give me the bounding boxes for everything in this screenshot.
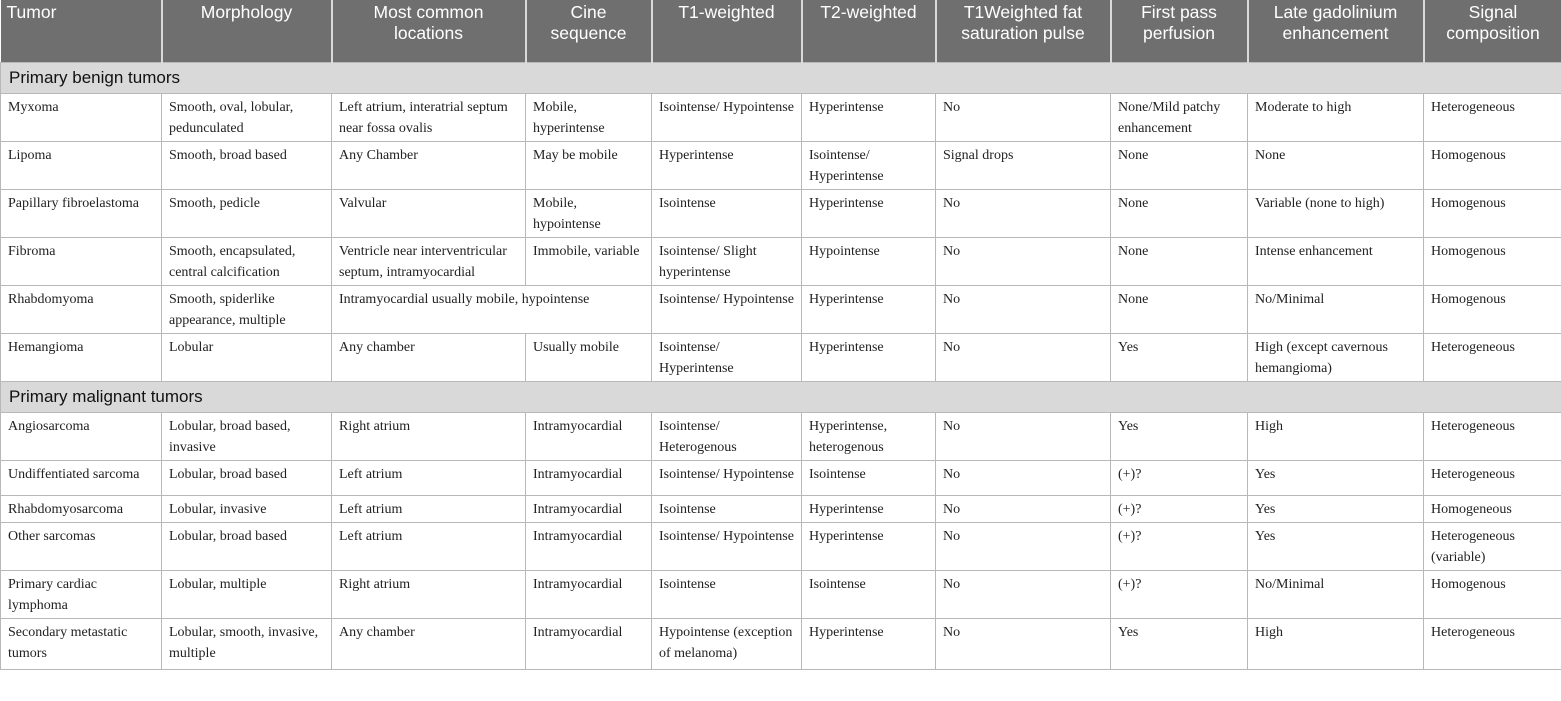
- cell-signal: Heterogeneous: [1424, 93, 1561, 141]
- cell-t1: Isointense/ Heterogenous: [652, 412, 802, 460]
- table-row: [1, 618, 1561, 669]
- cell-fatsat: No: [936, 333, 1111, 381]
- cell-tumor: Myxoma: [1, 93, 162, 141]
- section-row: [1, 62, 1561, 93]
- cell-signal: Homogenous: [1424, 189, 1561, 237]
- cell-t1: Hypointense (exception of melanoma): [652, 618, 802, 669]
- cell-tumor: Undiffentiated sarcoma: [1, 460, 162, 495]
- cell-perfusion: (+)?: [1111, 570, 1248, 618]
- cell-fatsat: No: [936, 412, 1111, 460]
- cell-t2: Isointense/ Hyperintense: [802, 141, 936, 189]
- cell-t2: Hyperintense: [802, 189, 936, 237]
- cell-fatsat: No: [936, 460, 1111, 495]
- cell-lge: Yes: [1248, 495, 1424, 522]
- cell-t2: Hyperintense: [802, 333, 936, 381]
- cell-t1: Isointense/ Slight hyperintense: [652, 237, 802, 285]
- cell-perfusion: Yes: [1111, 618, 1248, 669]
- cell-tumor: Secondary metastatic tumors: [1, 618, 162, 669]
- cell-perfusion: (+)?: [1111, 495, 1248, 522]
- cell-cine: Intramyocardial: [526, 618, 652, 669]
- cell-t2: Isointense: [802, 460, 936, 495]
- cell-morphology: Smooth, oval, lobular, pedunculated: [162, 93, 332, 141]
- cell-lge: No/Minimal: [1248, 570, 1424, 618]
- cell-t1: Isointense/ Hypointense: [652, 93, 802, 141]
- cell-fatsat: Signal drops: [936, 141, 1111, 189]
- cell-morphology: Lobular, broad based: [162, 460, 332, 495]
- cell-locations: Left atrium: [332, 495, 526, 522]
- cell-cine: Intramyocardial: [526, 570, 652, 618]
- cell-t2: Hyperintense: [802, 285, 936, 333]
- header-locations: Most common locations: [332, 0, 526, 62]
- cell-lge: High: [1248, 618, 1424, 669]
- header-row: [1, 0, 1561, 62]
- cell-signal: Homogenous: [1424, 285, 1561, 333]
- cell-lge: No/Minimal: [1248, 285, 1424, 333]
- cell-tumor: Primary cardiac lymphoma: [1, 570, 162, 618]
- cell-tumor: Lipoma: [1, 141, 162, 189]
- cell-tumor: Angiosarcoma: [1, 412, 162, 460]
- cell-perfusion: Yes: [1111, 412, 1248, 460]
- cell-fatsat: No: [936, 570, 1111, 618]
- cell-t1: Isointense/ Hyperintense: [652, 333, 802, 381]
- table-row: [1, 93, 1561, 141]
- cell-morphology: Smooth, pedicle: [162, 189, 332, 237]
- cell-t1: Isointense/ Hypointense: [652, 285, 802, 333]
- cell-locations: Left atrium: [332, 522, 526, 570]
- header-t2: T2-weighted: [802, 0, 936, 62]
- cell-morphology: Smooth, encapsulated, central calcification: [162, 237, 332, 285]
- cell-perfusion: None: [1111, 189, 1248, 237]
- cell-lge: High: [1248, 412, 1424, 460]
- cell-cine: Mobile, hypointense: [526, 189, 652, 237]
- cell-lge: Intense enhancement: [1248, 237, 1424, 285]
- cell-morphology: Lobular, broad based: [162, 522, 332, 570]
- cell-locations-cine: Intramyocardial usually mobile, hypointense: [332, 285, 652, 333]
- section-title: Primary malignant tumors: [1, 381, 1561, 412]
- cell-morphology: Lobular, multiple: [162, 570, 332, 618]
- cell-lge: Yes: [1248, 522, 1424, 570]
- section-row: [1, 381, 1561, 412]
- cell-t1: Isointense: [652, 189, 802, 237]
- cell-signal: Heterogeneous: [1424, 618, 1561, 669]
- cell-locations: Right atrium: [332, 570, 526, 618]
- header-lge: Late gadolinium enhancement: [1248, 0, 1424, 62]
- cell-fatsat: No: [936, 495, 1111, 522]
- cell-t2: Hyperintense: [802, 618, 936, 669]
- cell-locations: Right atrium: [332, 412, 526, 460]
- cell-morphology: Lobular, smooth, invasive, multiple: [162, 618, 332, 669]
- cell-cine: Mobile, hyperintense: [526, 93, 652, 141]
- cell-perfusion: None: [1111, 285, 1248, 333]
- table-row: [1, 141, 1561, 189]
- cell-fatsat: No: [936, 522, 1111, 570]
- cell-t1: Isointense: [652, 495, 802, 522]
- cell-cine: Usually mobile: [526, 333, 652, 381]
- cell-perfusion: None: [1111, 237, 1248, 285]
- header-tumor: Tumor: [1, 0, 162, 62]
- cell-lge: Variable (none to high): [1248, 189, 1424, 237]
- table-row: [1, 412, 1561, 460]
- table-row: [1, 460, 1561, 495]
- cell-tumor: Rhabdomyoma: [1, 285, 162, 333]
- cell-t1: Isointense/ Hypointense: [652, 460, 802, 495]
- cell-cine: Intramyocardial: [526, 460, 652, 495]
- cell-locations: Left atrium, interatrial septum near fossa ovalis: [332, 93, 526, 141]
- header-fatsat: T1Weighted fat saturation pulse: [936, 0, 1111, 62]
- cell-tumor: Rhabdomyosarcoma: [1, 495, 162, 522]
- table-row: [1, 237, 1561, 285]
- header-perfusion: First pass perfusion: [1111, 0, 1248, 62]
- cell-fatsat: No: [936, 237, 1111, 285]
- cell-morphology: Smooth, broad based: [162, 141, 332, 189]
- cell-tumor: Papillary fibroelastoma: [1, 189, 162, 237]
- cell-locations: Any chamber: [332, 333, 526, 381]
- cell-t1: Hyperintense: [652, 141, 802, 189]
- cell-morphology: Lobular: [162, 333, 332, 381]
- section-title: Primary benign tumors: [1, 62, 1561, 93]
- cell-perfusion: (+)?: [1111, 460, 1248, 495]
- table-row: [1, 522, 1561, 570]
- cell-t1: Isointense/ Hypointense: [652, 522, 802, 570]
- cell-morphology: Lobular, broad based, invasive: [162, 412, 332, 460]
- cell-t1: Isointense: [652, 570, 802, 618]
- cell-perfusion: None: [1111, 141, 1248, 189]
- cell-locations: Ventricle near interventricular septum, intramyocardial: [332, 237, 526, 285]
- cell-t2: Hyperintense: [802, 522, 936, 570]
- cell-signal: Homogenous: [1424, 237, 1561, 285]
- cell-lge: Yes: [1248, 460, 1424, 495]
- cell-signal: Heterogeneous: [1424, 412, 1561, 460]
- cell-cine: Intramyocardial: [526, 412, 652, 460]
- cell-signal: Heterogeneous: [1424, 333, 1561, 381]
- cell-cine: Immobile, variable: [526, 237, 652, 285]
- cell-cine: Intramyocardial: [526, 522, 652, 570]
- header-cine: Cine sequence: [526, 0, 652, 62]
- cell-morphology: Smooth, spiderlike appearance, multiple: [162, 285, 332, 333]
- cell-signal: Heterogeneous (variable): [1424, 522, 1561, 570]
- cell-tumor: Fibroma: [1, 237, 162, 285]
- cell-signal: Homogenous: [1424, 570, 1561, 618]
- cell-t2: Hyperintense: [802, 495, 936, 522]
- header-t1: T1-weighted: [652, 0, 802, 62]
- cell-perfusion: None/Mild patchy enhancement: [1111, 93, 1248, 141]
- cell-fatsat: No: [936, 189, 1111, 237]
- cell-t2: Hypointense: [802, 237, 936, 285]
- cell-signal: Homogeneous: [1424, 495, 1561, 522]
- table-row: [1, 333, 1561, 381]
- cell-tumor: Other sarcomas: [1, 522, 162, 570]
- cell-tumor: Hemangioma: [1, 333, 162, 381]
- cell-t2: Hyperintense: [802, 93, 936, 141]
- table-row: [1, 495, 1561, 522]
- table-row: [1, 285, 1561, 333]
- cell-lge: None: [1248, 141, 1424, 189]
- cell-perfusion: (+)?: [1111, 522, 1248, 570]
- cell-locations: Any Chamber: [332, 141, 526, 189]
- cell-fatsat: No: [936, 285, 1111, 333]
- cell-morphology: Lobular, invasive: [162, 495, 332, 522]
- cell-lge: High (except cavernous hemangioma): [1248, 333, 1424, 381]
- cell-fatsat: No: [936, 93, 1111, 141]
- cell-fatsat: No: [936, 618, 1111, 669]
- cell-cine: Intramyocardial: [526, 495, 652, 522]
- cell-locations: Any chamber: [332, 618, 526, 669]
- cell-t2: Isointense: [802, 570, 936, 618]
- header-morphology: Morphology: [162, 0, 332, 62]
- cell-lge: Moderate to high: [1248, 93, 1424, 141]
- cell-cine: May be mobile: [526, 141, 652, 189]
- table-row: [1, 570, 1561, 618]
- cell-perfusion: Yes: [1111, 333, 1248, 381]
- cell-signal: Heterogeneous: [1424, 460, 1561, 495]
- cell-locations: Left atrium: [332, 460, 526, 495]
- table-body: [1, 62, 1561, 669]
- table-row: [1, 189, 1561, 237]
- cell-t2: Hyperintense, heterogenous: [802, 412, 936, 460]
- header-signal: Signal composition: [1424, 0, 1561, 62]
- cell-locations: Valvular: [332, 189, 526, 237]
- cell-signal: Homogenous: [1424, 141, 1561, 189]
